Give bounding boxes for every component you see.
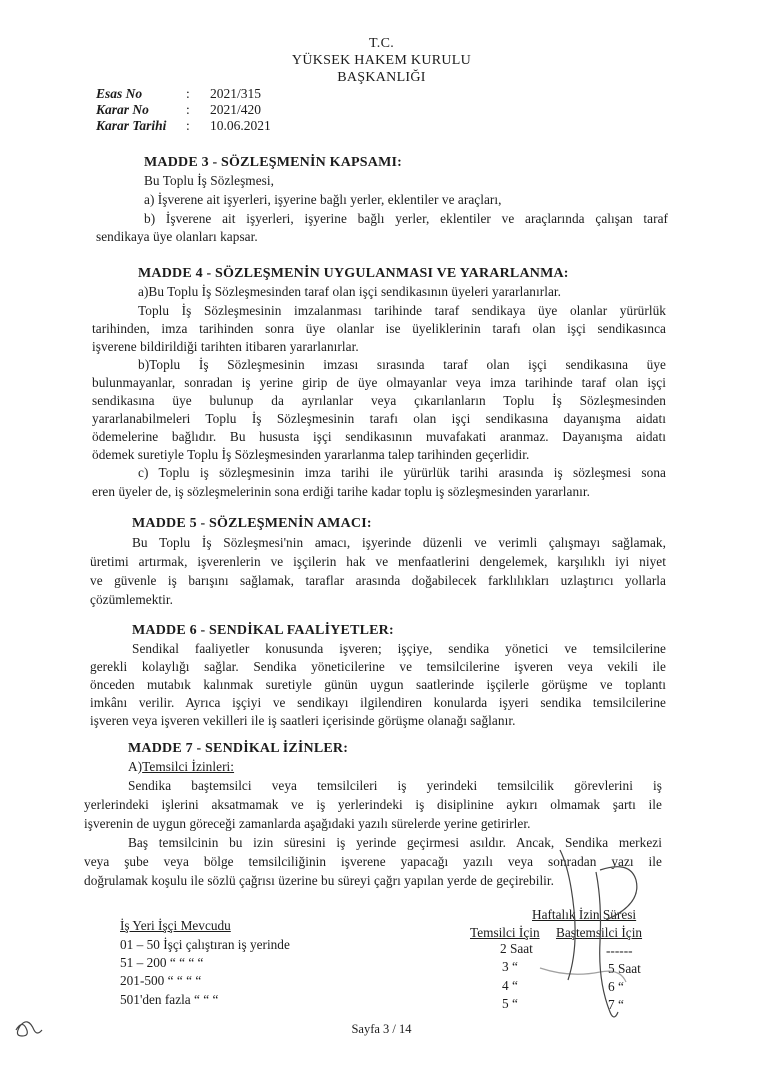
- text-line: a) İşverene ait işyerleri, işyerine bağlı yerler, eklentiler ve araçları,: [144, 192, 502, 207]
- table-right-header: Haftalık İzin Süresi: [532, 907, 637, 922]
- table-cell-temsilci: 4 “: [502, 978, 518, 993]
- signature-stroke: [540, 968, 626, 982]
- text-line: tarihinden, imza tarihinden sonra üye olanlar ise üyeliklerinin tarafı olan işçi sendikasınca: [92, 321, 666, 336]
- text-line: ödemek suretiyle Toplu İş Sözleşmesinden yararlanma talep tarihinden geçerlidir.: [92, 447, 530, 462]
- section-heading: MADDE 5 - SÖZLEŞMENİN AMACI:: [132, 516, 372, 531]
- subsection-prefix: A): [128, 759, 143, 774]
- text-line: b)Toplu İş Sözleşmesinin imzası sırasında taraf olan işçi sendikasına üye: [138, 357, 666, 372]
- table-row-label: 51 – 200 “ “ “ “: [120, 955, 204, 970]
- table-cell-dash: ------: [606, 943, 633, 958]
- meta-value: 2021/315: [210, 86, 262, 101]
- text-line: Sendikal faaliyetler konusunda işveren; işçiye, sendika yönetici ve temsilcilerine: [132, 641, 666, 656]
- text-line: c) Toplu iş sözleşmesinin imza tarihi ile yürürlük tarihi arasında iş sözleşmesi sona: [138, 465, 666, 480]
- signature-stroke: [596, 872, 618, 1017]
- table-left-header: İş Yeri İşçi Mevcudu: [120, 918, 231, 933]
- text-line: veya şube veya bölge temsilciliğinin işverene yapacağı yazılı veya sonradan yazı ile: [84, 854, 662, 869]
- meta-label: Esas No: [96, 86, 143, 101]
- text-line: Bu Toplu İş Sözleşmesi,: [144, 173, 274, 188]
- header-institution: YÜKSEK HAKEM KURULU: [291, 53, 472, 68]
- table-row-label: 501'den fazla “ “ “: [120, 992, 219, 1007]
- text-line: doğrulamak koşulu ile sözlü çağrısı üzerine bu süreyi çağrı yapılan yerde de geçirebilir.: [84, 873, 555, 888]
- text-line: ve güvenle iş barışını sağlamak, taraflar arasında doğabilecek farklılıkları uzlaştırıcı yollarla: [90, 573, 666, 588]
- meta-value: 2021/420: [210, 102, 262, 117]
- text-line: ödemelerine bağlıdır. Bu hususta işçi sendikasının muvafakati aranmaz. Dayanışma aidatı: [92, 429, 666, 444]
- section-heading: MADDE 4 - SÖZLEŞMENİN UYGULANMASI VE YARARLANMA:: [138, 266, 569, 281]
- text-line: Baş temsilcinin bu izin süresini iş yerinde geçirmesi asıldır. Ancak, Sendika merkezi: [128, 835, 662, 850]
- table-cell-temsilci: 3 “: [502, 959, 518, 974]
- text-line: Sendika baştemsilci veya temsilcileri iş yerindeki temsilcilik görevlerini iş: [128, 778, 662, 793]
- table-cell-bastemsilci: 7 “: [608, 997, 624, 1012]
- text-line: gerekli kolaylığı sağlar. Sendika yöneticilerine ve temsilcilerine işveren veya vekili ile: [90, 659, 666, 674]
- table-row-label: 201-500 “ “ “ “: [120, 973, 202, 988]
- section-heading: MADDE 7 - SENDİKAL İZİNLER:: [128, 741, 349, 756]
- table-cell-bastemsilci: 5 Saat: [608, 961, 641, 976]
- subsection-label: Temsilci İzinleri:: [142, 759, 235, 774]
- meta-label: Karar Tarihi: [96, 118, 167, 133]
- text-line: a)Bu Toplu İş Sözleşmesinden taraf olan işçi sendikasının üyeleri yararlanırlar.: [138, 284, 562, 299]
- meta-value: 10.06.2021: [210, 118, 271, 133]
- table-col2-header: Baştemsilci İçin: [556, 925, 643, 940]
- text-line: işverene bildirildiği tarihten itibaren yararlanırlar.: [92, 339, 359, 354]
- text-line: Toplu İş Sözleşmesinin imzalanması tarihinde taraf sendikaya üye olanlar yürürlük: [138, 303, 666, 318]
- text-line: imkânı verilir. Ayrıca işçiyi ve sendikayı ilgilendiren konularda işyeri sendika temsilcilerine: [90, 695, 666, 710]
- signature-stroke: [600, 867, 637, 920]
- text-line: sendikaya üye olanları kapsar.: [96, 229, 258, 244]
- meta-sep: :: [186, 102, 190, 117]
- text-line: önceden mutabık kalınmak suretiyle günün uygun saatlerinde işçilerle görüşme ve toplantı: [90, 677, 666, 692]
- text-line: işveren veya işveren vekilleri ile iş saatleri içerisinde görüşme olanağı sağlanır.: [90, 713, 516, 728]
- table-cell-temsilci: 2 Saat: [500, 941, 533, 956]
- text-line: Bu Toplu İş Sözleşmesi'nin amacı, işyerinde düzenli ve verimli çalışmayı sağlamak,: [132, 535, 666, 550]
- text-line: yararlanabilmeleri Toplu İş Sözleşmesinin tarafı olan işçi sendikasına dayanışma aidatı: [92, 411, 666, 426]
- header-presidency: BAŞKANLIĞI: [337, 70, 426, 85]
- page-number: Sayfa 3 / 14: [351, 1022, 412, 1036]
- table-row-label: 01 – 50 İşçi çalıştıran iş yerinde: [120, 937, 290, 952]
- text-line: işverenin de uygun göreceği zamanlarda aşağıdaki yazılı sürelerde yerine getirirler.: [84, 816, 531, 831]
- table-cell-bastemsilci: 6 “: [608, 979, 624, 994]
- text-line: çözümlemektir.: [90, 592, 174, 607]
- meta-sep: :: [186, 118, 190, 133]
- section-heading: MADDE 6 - SENDİKAL FAALİYETLER:: [132, 623, 394, 638]
- signature-stroke: [560, 850, 575, 980]
- section-heading: MADDE 3 - SÖZLEŞMENİN KAPSAMI:: [144, 155, 403, 170]
- text-line: sendikasına üye bulunup da ayrılanlar veya çıkarılanların Toplu İş Sözleşmesinden: [92, 393, 666, 408]
- table-col1-header: Temsilci İçin: [470, 925, 540, 940]
- table-cell-temsilci: 5 “: [502, 996, 518, 1011]
- header-tc: T.C.: [368, 36, 395, 51]
- meta-sep: :: [186, 86, 190, 101]
- text-line: yerlerindeki işlerini aksatmamak ve iş yerlerindeki iş disiplinine aykırı olmamak şartı ile: [84, 797, 662, 812]
- text-line: eren üyeler de, iş sözleşmelerinin sona erdiği tarihe kadar toplu iş sözleşmesinden yararlanır.: [92, 484, 591, 499]
- text-line: üretimi artırmak, işverenlerin ve işçilerin hak ve menfaatlerini dengelemek, karşılıklı iyi niyet: [90, 554, 666, 569]
- text-line: b) İşverene ait işyerleri, işyerine bağlı yerler, eklentiler ve araçlarında çalışan taraf: [144, 211, 668, 226]
- text-line: bulunmayanlar, sonradan iş yerine girip de üye olmayanlar veya imza tarihinde taraf olan işçi: [92, 375, 666, 390]
- meta-label: Karar No: [96, 102, 149, 117]
